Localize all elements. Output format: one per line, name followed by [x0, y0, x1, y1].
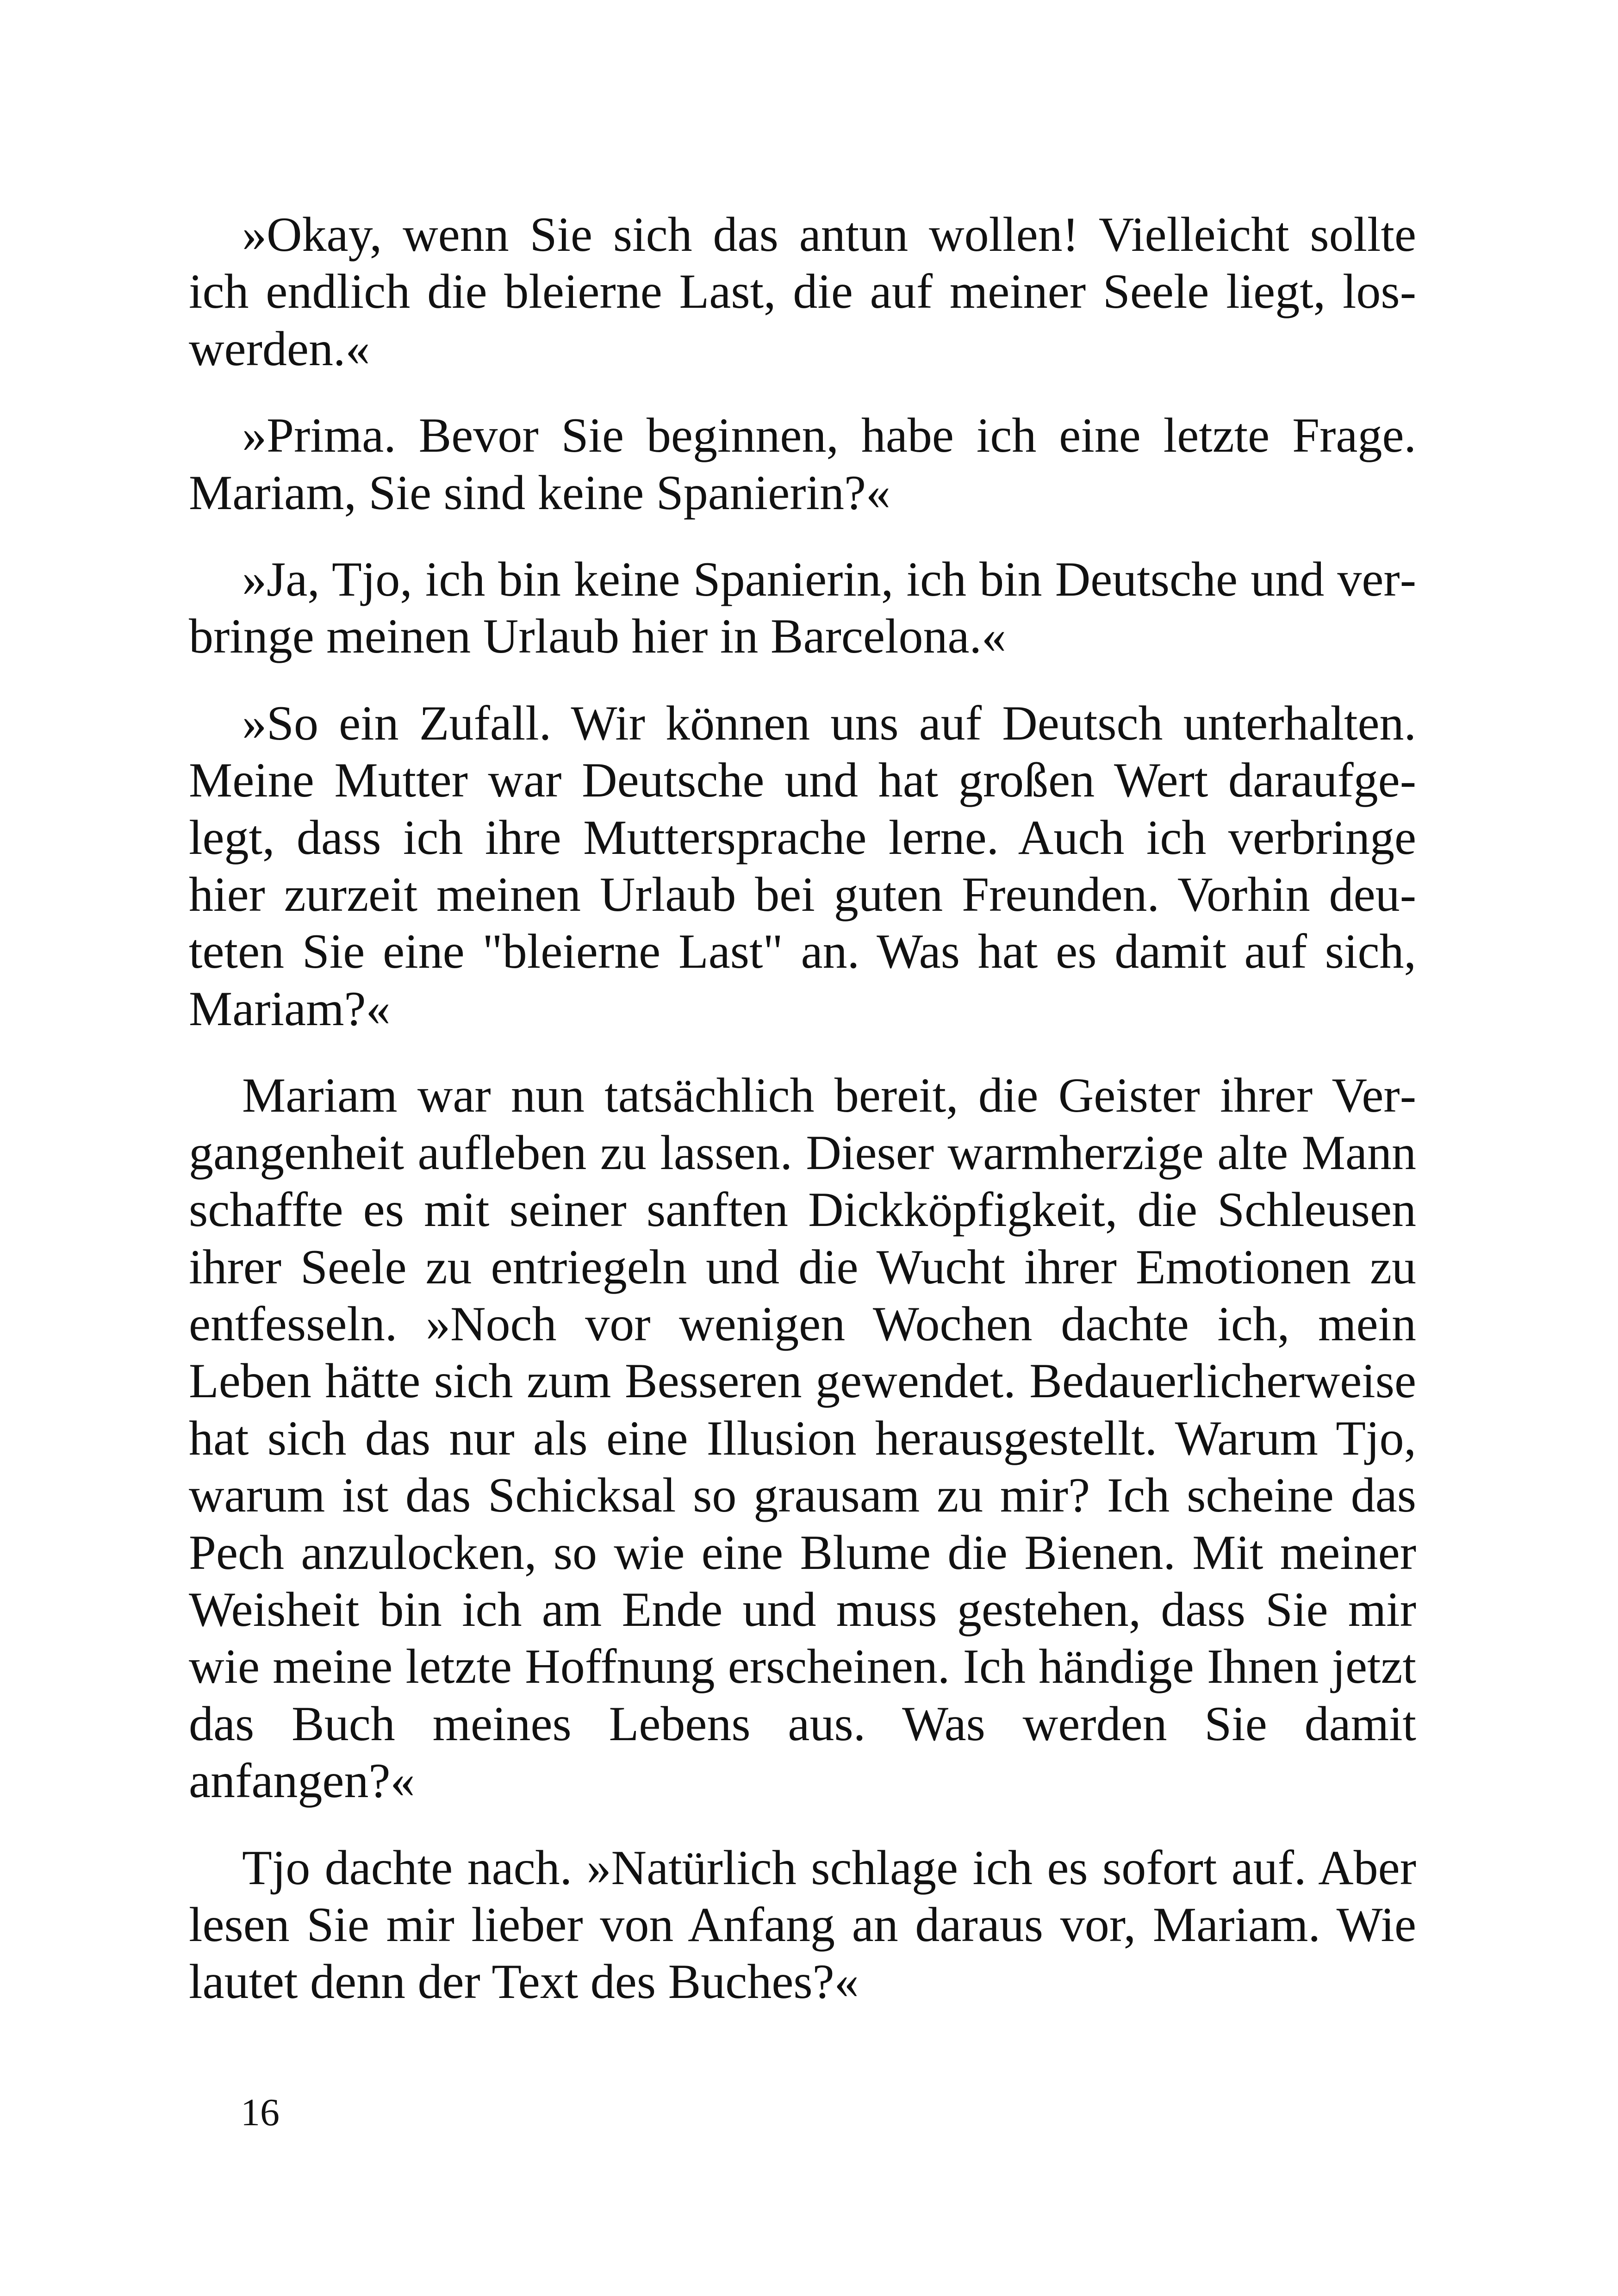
- paragraph: Mariam war nun tatsächlich bereit, die Geister ihrer Vergangenheit aufleben zu lassen. Dieser warmherzige alte Mann schaffte es mit seiner sanften Dickköpfigkeit, die Schleusen ihrer Seele zu entriegeln und die Wucht ihrer Emotionen zu entfesseln. »Noch vor wenigen Wochen dachte ich, mein Leben hätte sich zum Besseren gewendet. Bedauerlicherweise hat sich das nur als eine Illusion herausgestellt. Warum Tjo, warum ist das Schicksal so grausam zu mir? Ich scheine das Pech anzulocken, so wie eine Blume die Bienen. Mit meiner Weisheit bin ich am Ende und muss gestehen, dass Sie mir wie meine letzte Hoffnung erscheinen. Ich händige Ihnen jetzt das Buch meines Lebens aus. Was werden Sie damit anfangen?«: [189, 1068, 1416, 1808]
- paragraph: »Okay, wenn Sie sich das antun wollen! Vielleicht sollte ich endlich die bleierne Last, die auf meiner Seele liegt, loswerden.«: [189, 207, 1416, 376]
- paragraph: »Ja, Tjo, ich bin keine Spanierin, ich bin Deutsche und verbringe meinen Urlaub hier in Barcelona.«: [189, 552, 1416, 664]
- paragraph: Tjo dachte nach. »Natürlich schlage ich es sofort auf. Aber lesen Sie mir lieber von Anfang an daraus vor, Mariam. Wie lautet denn der Text des Buches?«: [189, 1840, 1416, 2009]
- paragraph: »Prima. Bevor Sie beginnen, habe ich eine letzte Frage. Mariam, Sie sind keine Spanierin?«: [189, 408, 1416, 520]
- paragraph: »So ein Zufall. Wir können uns auf Deutsch unterhalten. Meine Mutter war Deutsche und hat großen Wert daraufgelegt, dass ich ihre Muttersprache lerne. Auch ich verbringe hier zurzeit meinen Urlaub bei guten Freunden. Vorhin deuteten Sie eine "bleierne Last" an. Was hat es damit auf sich, Mariam?«: [189, 696, 1416, 1036]
- page-number: 16: [241, 2091, 280, 2134]
- body-text: [189, 206, 1416, 2040]
